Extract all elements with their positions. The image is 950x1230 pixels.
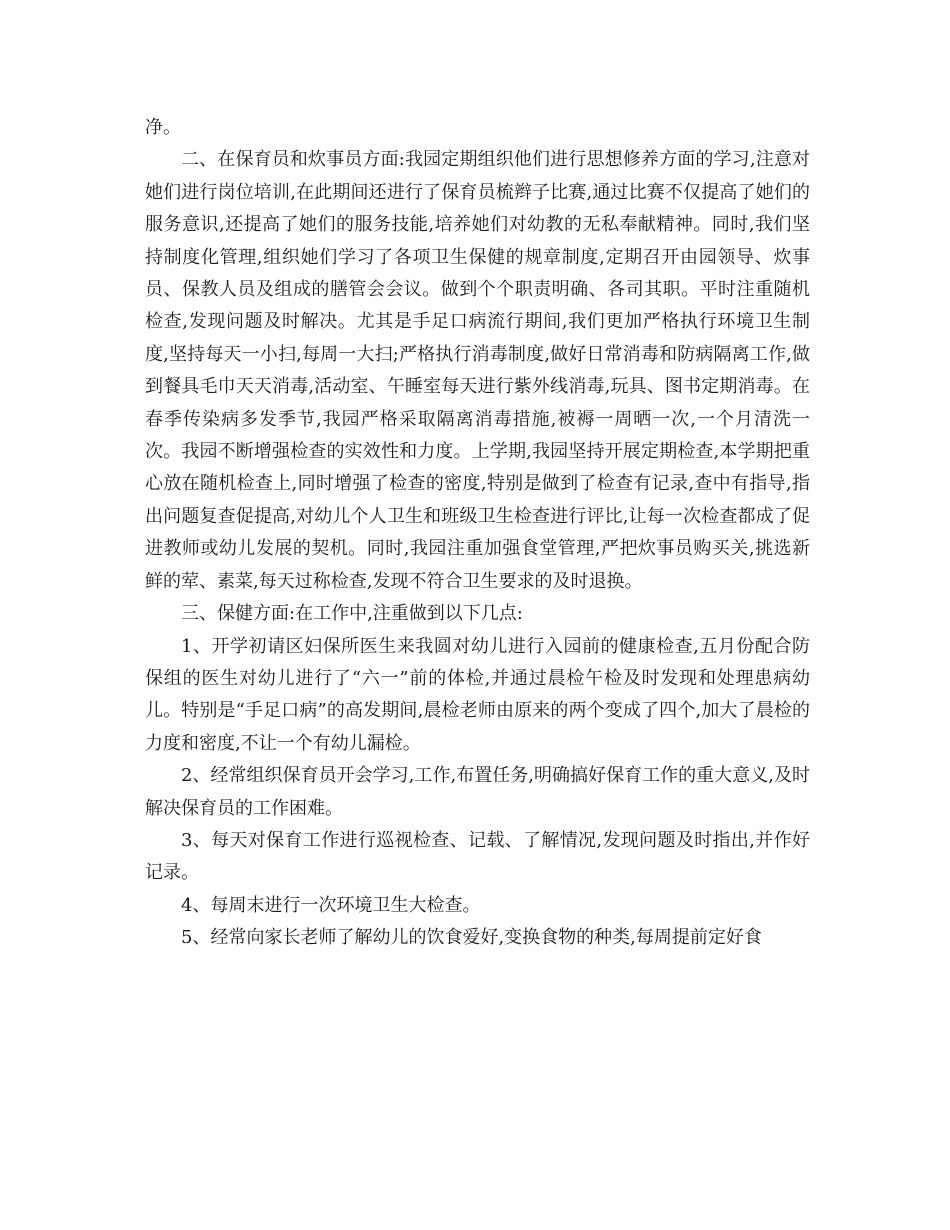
paragraph-staff-section: 二、在保育员和炊事员方面:我园定期组织他们进行思想修养方面的学习,注意对她们进行岗位培训,在此期间还进行了保育员梳辫子比赛,通过比赛不仅提高了她们的服务意识,还提高了她们的服务技能,培养她们对幼教的无私奉献精神。同时,我们坚持制度化管理,组织她们学习了各项卫生保健的规章制度,定期召开由园领导、炊事员、保教人员及组成的膳管会会议。做到个个职责明确、各司其职。平时注重随机检查,发现问题及时解决。尤其是手足口病流行期间,我们更加严格执行环境卫生制度,坚持每天一小扫,每周一大扫;严格执行消毒制度,做好日常消毒和防病隔离工作,做到餐具毛巾天天消毒,活动室、午睡室每天进行紫外线消毒,玩具、图书定期消毒。在春季传染病多发季节,我园严格采取隔离消毒措施,被褥一周晒一次,一个月清洗一次。我园不断增强检查的实效性和力度。上学期,我园坚持开展定期检查,本学期把重心放在随机检查上,同时增强了检查的密度,特别是做到了检查有记录,查中有指导,指出问题复查促提高,对幼儿个人卫生和班级卫生检查进行评比,让每一次检查都成了促进教师或幼儿发展的契机。同时,我园注重加强食堂管理,严把炊事员购买关,挑选新鲜的荤、素菜,每天过称检查,发现不符合卫生要求的及时退换。 xyxy=(145,149,810,592)
paragraph-continuation: 净。 xyxy=(145,117,181,138)
paragraph-item-1: 1、开学初请区妇保所医生来我圆对幼儿进行入园前的健康检查,五月份配合防保组的医生对幼儿进行了“六一”前的体检,并通过晨检午检及时发现和处理患病幼儿。特别是“手足口病”的高发期间,晨检老师由原来的两个变成了四个,加大了晨检的力度和密度,不让一个有幼儿漏检。 xyxy=(145,635,810,754)
paragraph-item-2: 2、经常组织保育员开会学习,工作,布置任务,明确搞好保育工作的重大意义,及时解决保育员的工作困难。 xyxy=(145,765,810,819)
paragraph-item-5: 5、经常向家长老师了解幼儿的饮食爱好,变换食物的种类,每周提前定好食 xyxy=(181,927,762,949)
paragraph-health-heading: 三、保健方面:在工作中,注重做到以下几点: xyxy=(181,603,523,625)
paragraph-item-3: 3、每天对保育工作进行巡视检查、记载、了解情况,发现问题及时指出,并作好记录。 xyxy=(145,829,810,884)
paragraph-item-4: 4、每周末进行一次环境卫生大检查。 xyxy=(181,894,481,916)
document-body xyxy=(145,112,810,955)
